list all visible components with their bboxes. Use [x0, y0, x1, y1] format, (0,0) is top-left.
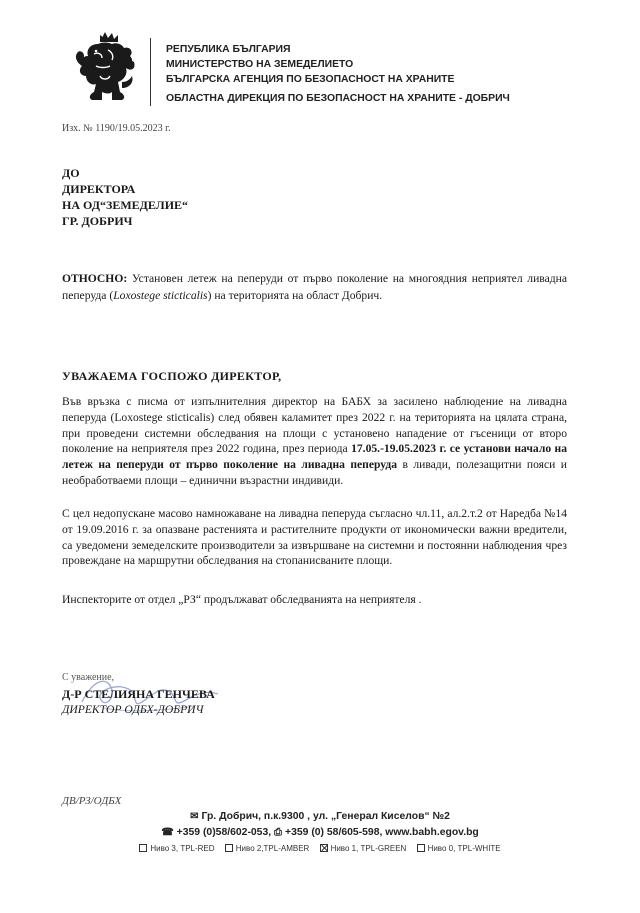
tlp-label: Ниво 3, TPL-RED	[150, 844, 215, 853]
subject-text-after: ) на територията на област Добрич.	[207, 289, 383, 302]
envelope-icon: ✉	[190, 811, 199, 822]
tlp-label: Ниво 1, TPL-GREEN	[330, 844, 407, 853]
checkbox-icon	[417, 844, 425, 852]
footer-address: Гр. Добрич, п.к.9300 , ул. „Генерал Киселов“ №2	[201, 811, 450, 822]
p1-text-after: в ливади, полезащитни пояси и необработваеми площи – единични възрастни индивиди.	[62, 458, 567, 487]
signer-title: ДИРЕКТОР ОДБХ-ДОБРИЧ	[62, 703, 204, 716]
footer	[0, 809, 640, 856]
checkbox-icon	[225, 844, 233, 852]
footer-address-line	[0, 809, 640, 825]
salutation: УВАЖАЕМА ГОСПОЖО ДИРЕКТОР,	[62, 369, 282, 383]
footer-contact-line	[0, 825, 640, 841]
tlp-classification	[0, 842, 640, 856]
tlp-option-white	[417, 844, 501, 853]
p1-text-bold: 17.05.-19.05.2023 г. се установи начало на летеж на пеперуди от първо поколение на ливадна пеперуда	[62, 442, 567, 472]
header-line-republic: РЕПУБЛИКА БЪЛГАРИЯ	[166, 44, 291, 55]
signer-name: Д-Р СТЕЛИЯНА ГЕНЧЕВА	[62, 687, 215, 701]
body-paragraph-3: Инспекторите от отдел „РЗ“ продължават обследванията на неприятеля .	[62, 593, 422, 606]
subject-latin-name: Loxostege sticticalis	[113, 289, 208, 302]
tlp-label: Ниво 2,TPL-AMBER	[235, 844, 310, 853]
addressee-line-office: НА ОД“ЗЕМЕДЕЛИЕ“	[62, 198, 189, 212]
header-line-ministry: МИНИСТЕРСТВО НА ЗЕМЕДЕЛИЕТО	[166, 59, 354, 70]
body-paragraph-1	[62, 394, 567, 489]
closing-phrase: С уважение,	[62, 672, 115, 683]
addressee-line-to: ДО	[62, 166, 80, 180]
body-paragraph-2: С цел недопускане масово намножаване на ливадна пеперуда съгласно чл.11, ал.2.т.2 от Наредба №14 от 19.09.2016 г. за опазване растенията и растителните продукти от икономически важни вредители, са уведомени земеделските производители за извършване на системни и постоянни наблюдения чрез провеждане на маршрутни обследвания на стопанисваните площи.	[62, 507, 567, 568]
p1-text-before: Във връзка с писма от изпълнителния директор на БАБХ за засилено наблюдение на ливадна пеперуда (Loxostege sticticalis) след обявен каламитет през 2022 г. на територията на цялата страна, при проведени системни обследвания на площи с установено нападение от гъсеници от второ поколение на неприятеля през 2022 година, през периода	[62, 395, 567, 456]
subject-text-before: Установен летеж на пеперуди от първо поколение на многоядния неприятел ливадна пеперуда (	[62, 272, 567, 302]
coat-of-arms-icon	[72, 32, 140, 102]
addressee-block	[62, 165, 188, 229]
signature-block	[62, 672, 215, 717]
footer-fax-web: +359 (0) 58/605-598, www.babh.egov.bg	[285, 827, 479, 838]
tlp-option-green	[320, 844, 407, 853]
addressee-line-city: ГР. ДОБРИЧ	[62, 214, 133, 228]
tlp-option-red	[139, 844, 214, 853]
document-initials: ДВ/РЗ/ОДБХ	[62, 795, 122, 807]
subject-paragraph	[62, 270, 567, 304]
fax-icon: ⎙	[274, 827, 283, 838]
header-line-agency: БЪЛГАРСКА АГЕНЦИЯ ПО БЕЗОПАСНОСТ НА ХРАНИТЕ	[166, 74, 455, 85]
header-line-directorate: ОБЛАСТНА ДИРЕКЦИЯ ПО БЕЗОПАСНОСТ НА ХРАНИТЕ - ДОБРИЧ	[166, 93, 510, 104]
checkbox-icon	[139, 844, 147, 852]
footer-phone: +359 (0)58/602-053,	[176, 827, 272, 838]
tlp-option-amber	[225, 844, 310, 853]
reference-number: Изх. № 1190/19.05.2023 г.	[62, 123, 171, 134]
addressee-line-director: ДИРЕКТОРА	[62, 182, 136, 196]
header-divider	[150, 38, 151, 106]
tlp-label: Ниво 0, TPL-WHITE	[427, 844, 501, 853]
phone-icon: ☎	[161, 827, 174, 838]
institution-header	[166, 42, 510, 106]
subject-label: ОТНОСНО:	[62, 272, 128, 285]
checked-checkbox-icon	[320, 844, 328, 852]
